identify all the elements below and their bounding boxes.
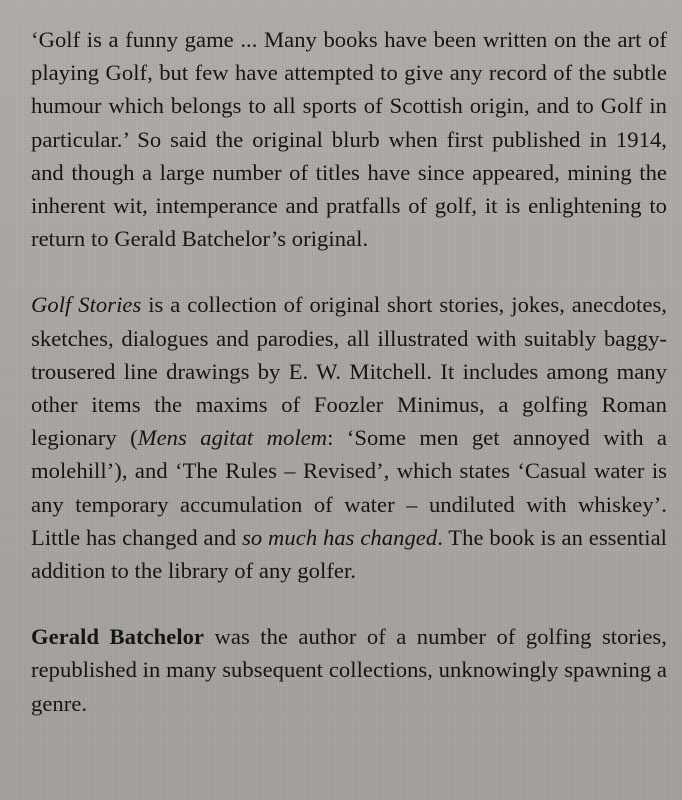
book-title: Golf Stories bbox=[31, 292, 142, 318]
paragraph-2-text-c: . The book is an essential addition to the library of any golfer. bbox=[31, 524, 667, 584]
blurb-paragraph-1: ‘Golf is a funny game ... Many books have been written on the art of playing Golf, but few have attempted to give any record of the subtle humour which belongs to all sports of Scottish origin, and to Golf in particular.’ So said the original blurb when first published in 1914, and though a large number of titles have since appeared, mining the inherent wit, intemperance and pratfalls of golf, it is enlightening to return to Gerald Batchelor’s original. bbox=[31, 27, 667, 252]
author-name: Gerald Batchelor bbox=[31, 624, 205, 650]
blurb-paragraph-2 bbox=[31, 288, 667, 587]
author-bio bbox=[31, 620, 667, 720]
paragraph-2-text-b: : ‘Some men get annoyed with a molehill’), and ‘The Rules – Revised’, which states ‘Casual water is any temporary accumulation of water – undiluted with whiskey’. Little has changed and bbox=[31, 425, 668, 550]
author-bio-text: was the author of a number of golfing stories, republished in many subsequent collections, unknowingly spawning a genre. bbox=[31, 624, 667, 716]
paragraph-2-text-a: is a collection of original short stories, jokes, anecdotes, sketches, dialogues and parodies, all illustrated with suitably baggy-trousered line drawings by E. W. Mitchell. It includes among many other items the maxims of Foozler Minimus, a golfing Roman legionary ( bbox=[31, 292, 667, 451]
emphasis-phrase: so much has changed bbox=[242, 524, 438, 550]
book-blurb bbox=[31, 23, 667, 720]
latin-motto: Mens agitat molem bbox=[137, 425, 328, 451]
